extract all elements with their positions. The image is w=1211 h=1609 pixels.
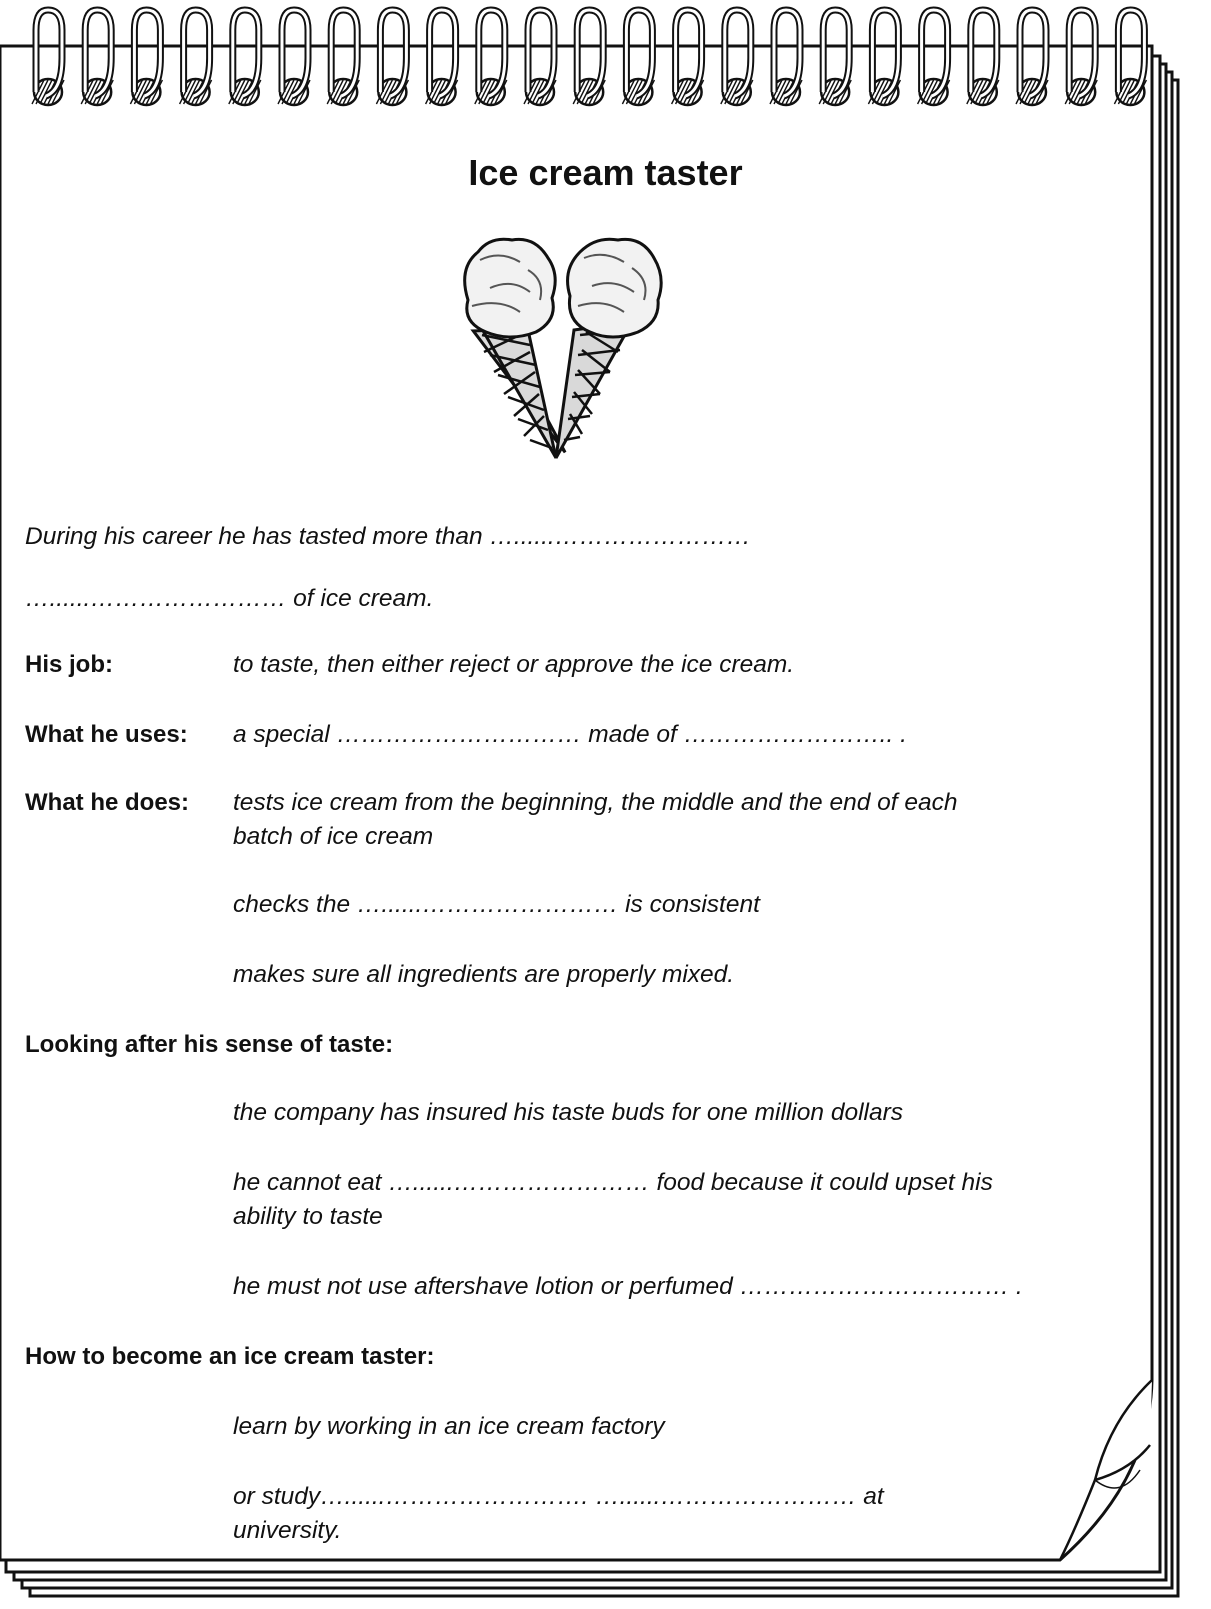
become-item-2-line-1: or study…......……………………. …......…………………… at xyxy=(233,1483,884,1510)
does-item-1-line-2: batch of ice cream xyxy=(233,823,434,850)
taste-item-2-line-1: he cannot eat …......…………………… food because it could upset his xyxy=(233,1169,993,1196)
does-item-3: makes sure all ingredients are properly mixed. xyxy=(233,961,735,988)
does-label: What he does: xyxy=(25,789,190,816)
taste-item-3: he must not use aftershave lotion or perfumed …………………………… . xyxy=(233,1273,1023,1300)
intro-line-2: …......…………………… of ice cream. xyxy=(25,585,434,612)
job-text: to taste, then either reject or approve the ice cream. xyxy=(233,651,795,678)
page-title: Ice cream taster xyxy=(468,152,743,193)
uses-label: What he uses: xyxy=(25,721,188,748)
taste-item-2-line-2: ability to taste xyxy=(233,1203,383,1230)
does-item-2: checks the …......…………………… is consistent xyxy=(233,891,760,918)
uses-text: a special ………………………… made of …………………….. . xyxy=(233,721,907,748)
does-item-1-line-1: tests ice cream from the beginning, the middle and the end of each xyxy=(233,789,958,816)
taste-item-1: the company has insured his taste buds for one million dollars xyxy=(233,1099,904,1126)
become-item-1: learn by working in an ice cream factory xyxy=(233,1413,665,1440)
job-label: His job: xyxy=(25,651,113,678)
become-label: How to become an ice cream taster: xyxy=(25,1343,435,1370)
intro-line-1: During his career he has tasted more than …......…………………… xyxy=(25,523,751,550)
taste-label: Looking after his sense of taste: xyxy=(25,1031,394,1058)
become-item-2-line-2: university. xyxy=(233,1517,342,1544)
